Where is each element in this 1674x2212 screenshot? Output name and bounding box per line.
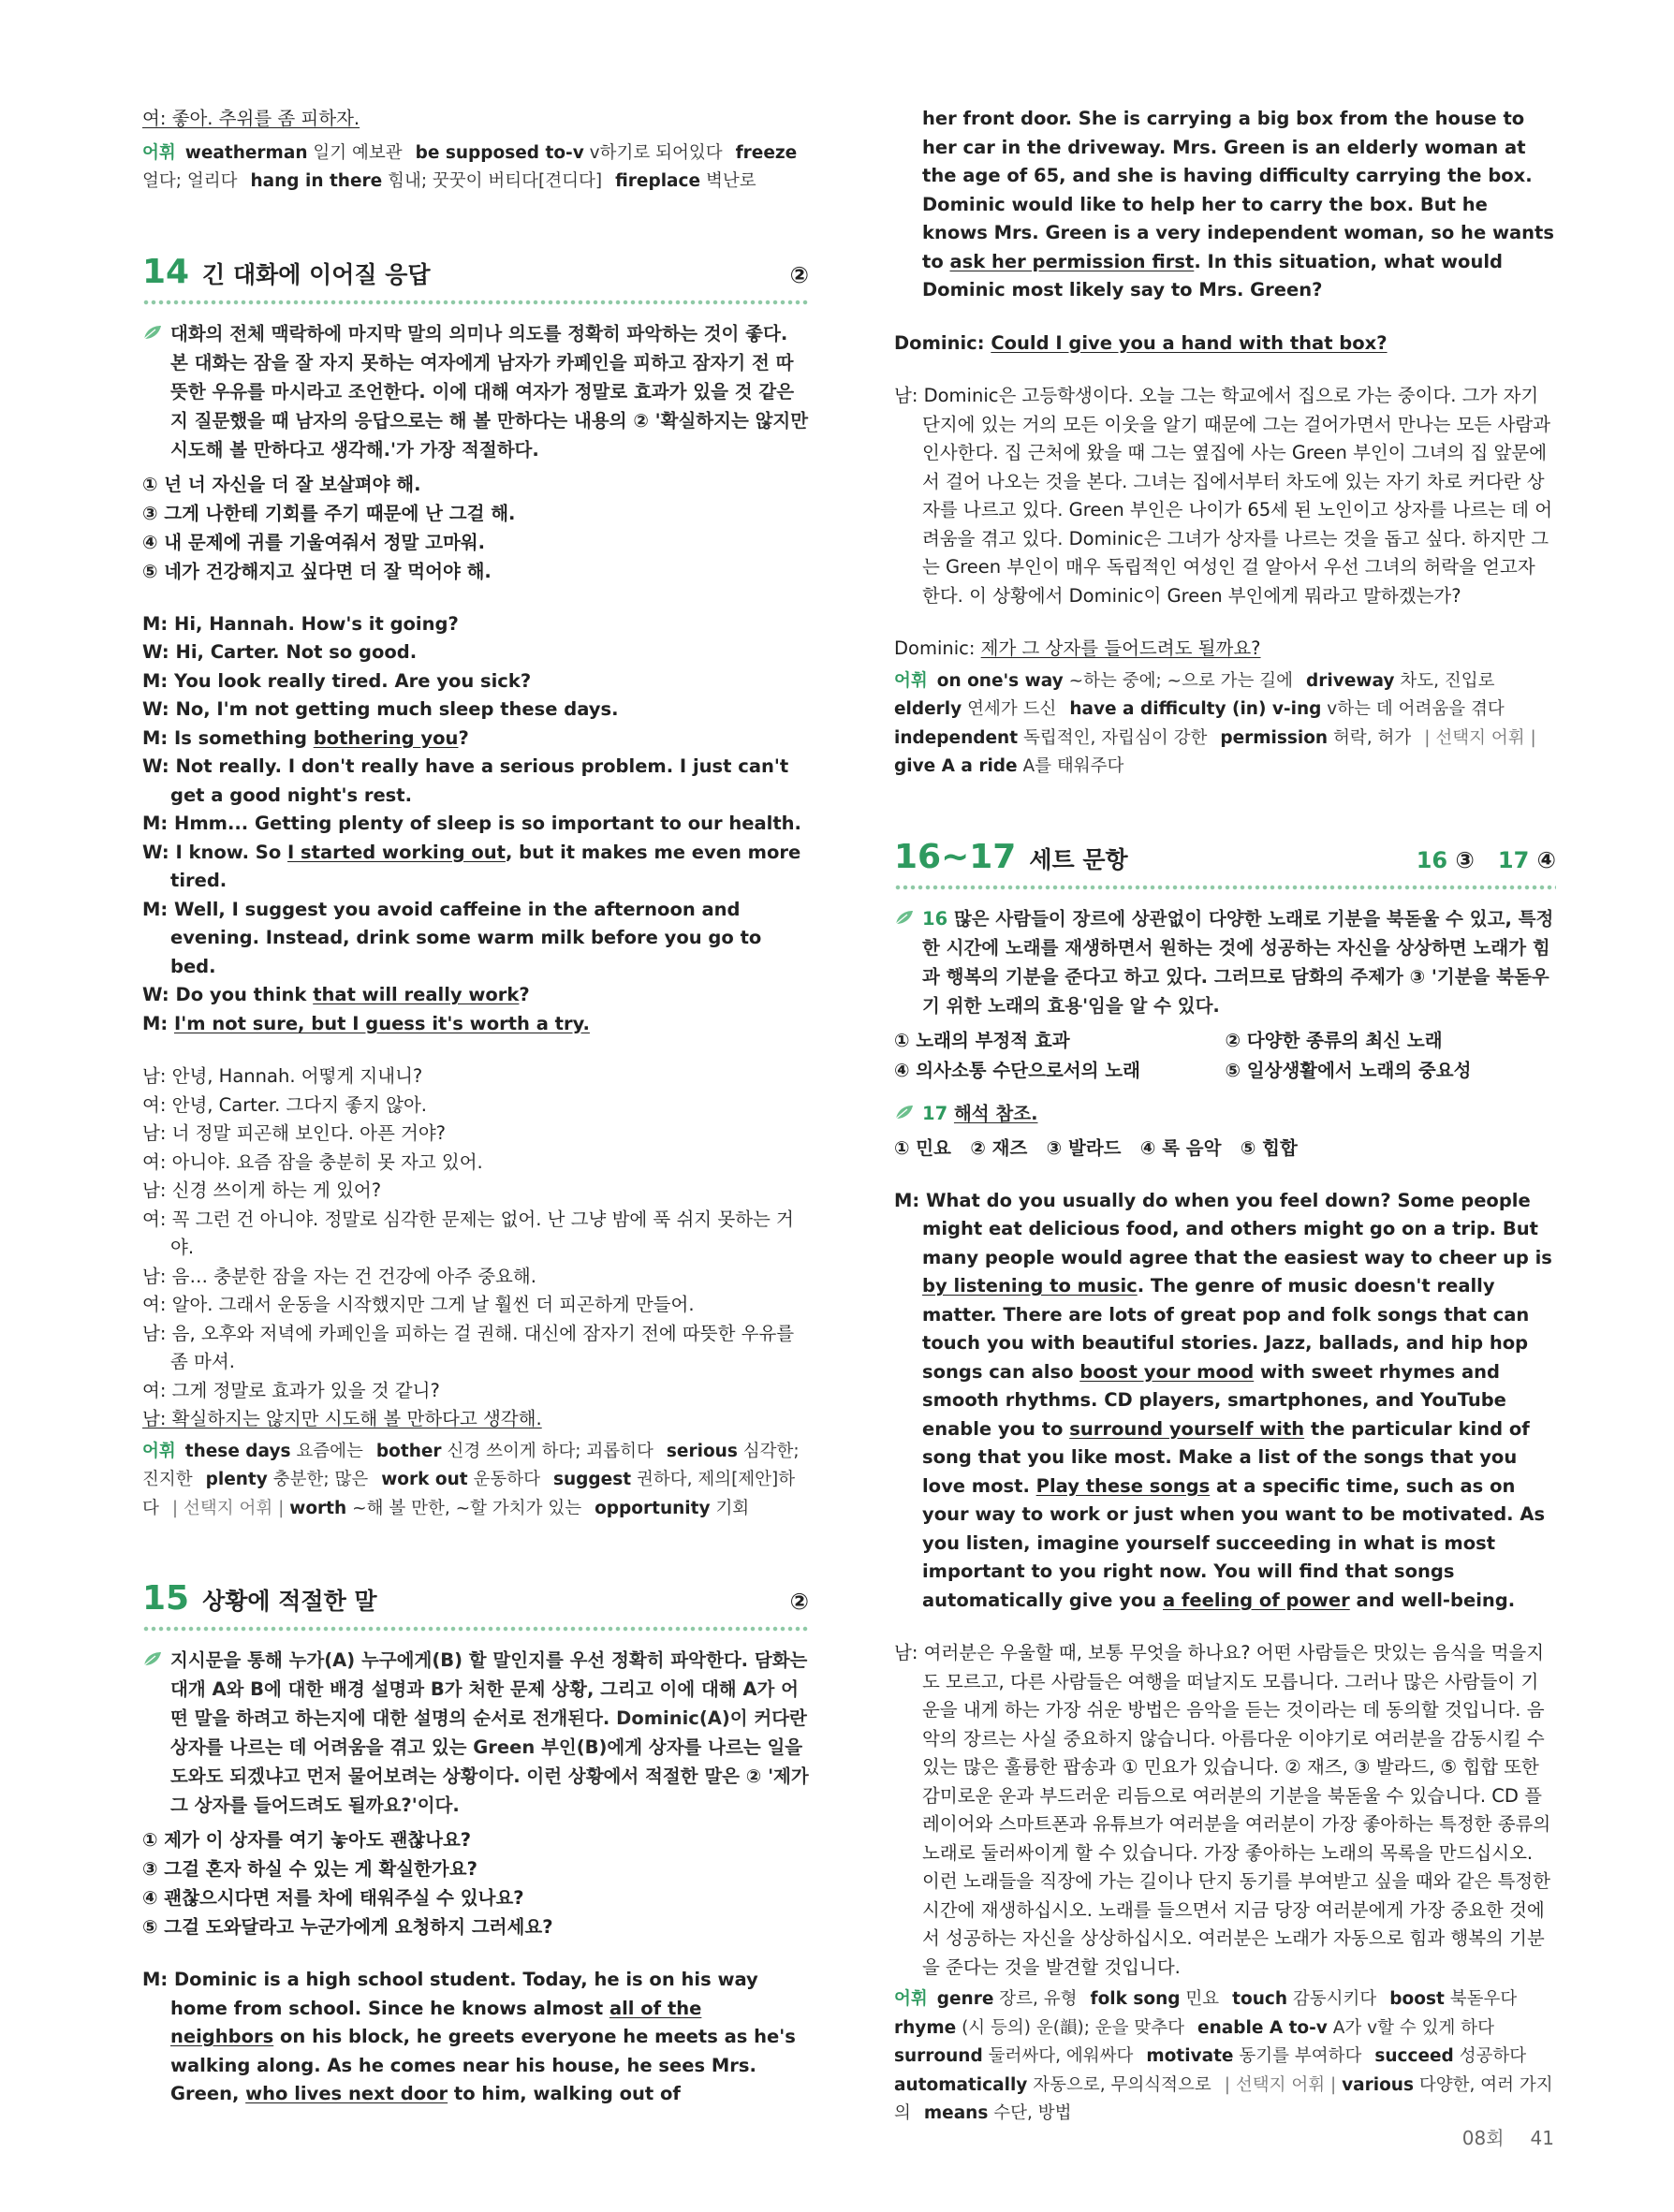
translation <box>894 382 1556 610</box>
vocab-term: be supposed to-v <box>415 142 584 163</box>
choice-item: ① 제가 이 상자를 여기 놓아도 괜찮나요? <box>142 1829 472 1851</box>
vocab-term: have a difficulty (in) v-ing <box>1069 699 1322 719</box>
dialogue-text: I know. So <box>175 841 288 863</box>
selection-vocab-tag: | 선택지 어휘 | <box>1224 2074 1337 2095</box>
choice-list <box>142 470 809 586</box>
translation-line: 여: 그게 정말로 효과가 있을 것 같니? <box>142 1379 440 1401</box>
explanation <box>142 319 809 464</box>
section-answer: ④ <box>1536 846 1556 873</box>
speaker-label: W: <box>142 698 169 720</box>
vocab-meaning: 연세가 드신 <box>967 699 1057 719</box>
dialogue-text: Not really. I don't really have a serious problem. I just can't get a good night's rest. <box>170 755 789 806</box>
choice-item: ② 다양한 종류의 최신 노래 <box>1225 1029 1443 1051</box>
dialogue-line <box>142 1010 809 1039</box>
selection-vocab-tag: | 선택지 어휘 | <box>1424 727 1536 748</box>
passage-underline: surround yourself with <box>1069 1417 1305 1440</box>
section-14 <box>142 253 809 1524</box>
speaker-label: M: <box>142 1012 169 1034</box>
speaker-label: W: <box>142 641 169 663</box>
vocab-term: fireplace <box>615 171 701 191</box>
dialogue-text: Is something <box>174 726 314 749</box>
speaker-label: M: <box>142 612 169 635</box>
vocab-meaning: 충분한; 많은 <box>272 1470 369 1489</box>
explanation-text: 대화의 전체 맥락하에 마지막 말의 의미나 의도를 정확히 파악하는 것이 좋다. 본 대화는 잠을 잘 자지 못하는 여자에게 남자가 카페인을 피하고 잠자기 전 따뜻한 우유를 마시라고 조언한다. 이에 대해 여자가 정말로 효과가 있을 것 같은지 질문했을 때 남자의 응답으로는 해 볼 만하다는 내용의 ② '확실하지는 않지만 시도해 볼 만하다고 생각해.'가 가장 적절하다. <box>170 322 809 461</box>
passage-underline: a feeling of power <box>1162 1589 1350 1611</box>
dialogue-underline: bothering you <box>313 726 459 749</box>
passage-text: . The genre of music doesn't really matter. There are lots of great pop and folk songs that can touch you with beautiful stories. Jazz, ballads, and hip hop songs can also <box>922 1275 1530 1383</box>
passage-underline: Play these songs <box>1035 1474 1211 1497</box>
passage-text: with sweet rhymes and smooth rhythms. CD players, smartphones, and YouTube enable you to <box>922 1360 1506 1440</box>
dialogue-line <box>142 896 809 982</box>
translation-line: 여: 꼭 그런 건 아니야. 정말로 심각한 문제는 없어. 난 그냥 밤에 푹 쉬지 못하는 거야. <box>142 1208 794 1258</box>
passage-text: to him, walking out of <box>448 2083 681 2104</box>
vocab-meaning: 권하다, 제의[제안]하다 <box>142 1470 796 1518</box>
translation-line: 남: 음, 오후와 저녁에 카페인을 피하는 걸 권해. 대신에 잠자기 전에 따뜻한 우유를 좀 마셔. <box>142 1322 795 1372</box>
right-column <box>894 105 1556 2129</box>
section-15 <box>142 1579 809 2109</box>
choice-list <box>142 1825 809 1941</box>
section-title: 세트 문항 <box>1029 845 1128 873</box>
vocab-meaning: 동기를 부여하다 <box>1239 2046 1362 2066</box>
vocab-block <box>894 667 1556 782</box>
section-16-17 <box>894 838 1556 2129</box>
section-15-header <box>142 1579 809 1625</box>
question-number: 16 <box>922 907 948 930</box>
passage-underline: by listening to music <box>922 1275 1138 1296</box>
dialogue-text: Well, I suggest you avoid caffeine in the afternoon and evening. Instead, drink some warm milk before you go to bed. <box>170 898 762 977</box>
dialogue-line <box>142 667 809 696</box>
vocab-meaning: 수단, 방법 <box>993 2103 1072 2123</box>
vocab-meaning: 민요 <box>1185 1989 1220 2009</box>
vocab-term: freeze <box>735 142 798 163</box>
question-number: 17 <box>922 1102 948 1124</box>
vocab-term: bother <box>375 1441 442 1461</box>
passage-text: the particular kind of song that you like most. Make a list of the songs that you love most. <box>922 1417 1530 1497</box>
choice-item: ⑤ 그걸 도와달라고 누군가에게 요청하지 그러세요? <box>142 1916 553 1938</box>
passage <box>894 1187 1556 1616</box>
vocab-meaning: (시 등의) 운(韻); 운을 맞추다 <box>962 2017 1185 2038</box>
choice-item: ⑤ 일상생활에서 노래의 중요성 <box>1225 1059 1472 1081</box>
passage-underline: all of the neighbors <box>170 1997 702 2047</box>
wavy-divider <box>894 884 1556 891</box>
vocab-term: serious <box>666 1441 738 1461</box>
vocab-meaning: 벽난로 <box>705 171 756 191</box>
explanation-17 <box>894 1099 1556 1128</box>
translation-line: 남: 안녕, Hannah. 어떻게 지내니? <box>142 1065 423 1087</box>
vocab-meaning: 북돋우다 <box>1449 1989 1518 2009</box>
leaf-icon <box>142 1650 163 1667</box>
vocab-term: independent <box>894 727 1019 748</box>
passage-text: her front door. She is carrying a big box from the house to her car in the driveway. Mrs. Green is an elderly woman at the age of 65, and she is having difficulty carrying the box. Dominic would like to help her to carry the box. But he knows Mrs. Green is a very independent woman, so he wants to <box>922 108 1554 272</box>
vocab-meaning: v하기로 되어있다 <box>589 142 723 163</box>
vocab-meaning: 차도, 진입로 <box>1400 670 1495 691</box>
section-number: 15 <box>142 1579 190 1618</box>
page-number: 41 <box>1530 2127 1554 2149</box>
leaf-icon <box>894 909 915 926</box>
left-column <box>142 105 809 2109</box>
vocab-meaning: 다양한, 여러 가지의 <box>894 2074 1553 2123</box>
translation-line: 여: 아니야. 요즘 잠을 충분히 못 자고 있어. <box>142 1150 483 1173</box>
speaker-label: M: <box>894 1189 920 1211</box>
dialogue-underline: that will really work <box>313 984 520 1005</box>
speaker-label: W: <box>142 984 169 1005</box>
vocab-meaning: 요즘에는 <box>296 1441 363 1461</box>
vocab-meaning: 일기 예보관 <box>313 142 403 163</box>
section-number: 16~17 <box>894 837 1017 876</box>
vocab-tag: 어휘 <box>142 142 176 163</box>
speaker-label: Dominic: <box>894 331 985 354</box>
selection-vocab-tag: | 선택지 어휘 | <box>171 1498 285 1518</box>
vocab-meaning: 독립적인, 자립심이 강한 <box>1022 727 1208 748</box>
choice-item: ④ 내 문제에 귀를 기울여줘서 정말 고마워. <box>142 531 486 553</box>
vocab-term: genre <box>936 1989 994 2009</box>
vocab-meaning: 장르, 유형 <box>999 1989 1078 2009</box>
vocab-term: rhyme <box>894 2017 957 2038</box>
choice-row: ① 민요 ② 재즈 ③ 발라드 ④ 록 음악 ⑤ 힙합 <box>894 1136 1298 1159</box>
section-16-17-header <box>894 838 1556 884</box>
vocab-term: various <box>1342 2074 1414 2095</box>
vocab-meaning: 얼다; 얼리다 <box>142 171 238 191</box>
dialogue-line <box>142 696 809 725</box>
passage <box>142 1966 809 2109</box>
choice-item: ③ 그게 나한테 기회를 주기 때문에 난 그걸 해. <box>142 502 516 524</box>
vocab-meaning: v하는 데 어려움을 겪다 <box>1327 699 1505 719</box>
vocab-tag: 어휘 <box>142 1441 176 1461</box>
speaker-label: M: <box>142 1969 169 1990</box>
vocab-meaning: A가 v할 수 있게 하다 <box>1332 2017 1494 2038</box>
choice-item: ④ 의사소통 수단으로서의 노래 <box>894 1059 1140 1081</box>
dialogue-text: Do you think <box>175 984 314 1005</box>
dialogue-text: Hi, Carter. Not so good. <box>175 641 418 663</box>
vocab-term: these days <box>184 1441 291 1461</box>
answer-sentence: Could I give you a hand with that box? <box>991 331 1388 354</box>
vocab-term: boost <box>1389 1989 1445 2009</box>
vocab-meaning: 심각한; 진지한 <box>142 1441 800 1489</box>
dialogue-text: ? <box>519 984 530 1005</box>
translation-line: 남: 음… 충분한 잠을 자는 건 건강에 아주 중요해. <box>142 1265 536 1287</box>
answer-line <box>894 330 1556 359</box>
dialogue-line <box>142 725 809 754</box>
dialogue-line <box>142 638 809 667</box>
dialogue-line <box>142 839 809 896</box>
leaf-icon <box>142 324 163 341</box>
speaker-label: M: <box>142 669 169 692</box>
answer-translation <box>894 635 1556 664</box>
section-number: 14 <box>142 252 190 291</box>
choice-item: ① 넌 너 자신을 더 잘 보살펴야 해. <box>142 473 421 495</box>
dialogue-text: , but it makes me even more tired. <box>170 841 801 891</box>
vocab-term: touch <box>1232 1989 1288 2009</box>
vocab-meaning: ~하는 중에; ~으로 가는 길에 <box>1068 670 1294 691</box>
choice-item: ① 노래의 부정적 효과 <box>894 1029 1070 1051</box>
vocab-term: give A a ride <box>894 756 1018 776</box>
choice-grid <box>894 1026 1556 1086</box>
dialogue-underline: I'm not sure, but I guess it's worth a try. <box>174 1012 590 1034</box>
vocab-term: elderly <box>894 699 962 719</box>
vocab-term: on one's way <box>936 670 1064 691</box>
dialogue-line <box>142 810 809 839</box>
explanation-text: 해석 참조. <box>953 1102 1038 1124</box>
passage-text: Dominic is a high school student. Today, he is on his way home from school. Since he knows almost <box>170 1969 758 2019</box>
vocab-meaning: 힘내; 꿋꿋이 버티다[견디다] <box>388 171 603 191</box>
explanation <box>142 1646 809 1820</box>
vocab-term: worth <box>289 1498 347 1518</box>
section-title: 긴 대화에 이어질 응답 <box>202 260 431 288</box>
section-title: 상황에 적절한 말 <box>202 1588 377 1615</box>
speaker-label: M: <box>142 813 169 834</box>
vocab-meaning: A를 태워주다 <box>1022 756 1124 776</box>
passage-underline: boost your mood <box>1079 1360 1255 1383</box>
dialogue-text: You look really tired. Are you sick? <box>174 669 532 692</box>
session-label: 08회 <box>1461 2127 1505 2149</box>
speaker-label: M: <box>142 898 169 920</box>
dialogue-text: ? <box>458 726 469 749</box>
vocab-term: plenty <box>205 1470 268 1489</box>
explanation-text: 지시문을 통해 누가(A) 누구에게(B) 할 말인지를 우선 정확히 파악한다. 담화는 대개 A와 B에 대한 배경 설명과 B가 처한 문제 상황, 그리고 이에 대해 A가 어떤 말을 하려고 하는지에 대한 설명의 순서로 전개된다. Dominic(A)이 커다란 상자를 나르는 데 어려움을 겪고 있는 Green 부인(B)에게 상자를 나르는 일을 도와도 되겠냐고 먼저 물어보려는 상황이다. 이런 상황에서 적절한 말은 ② '제가 그 상자를 들어드려도 될까요?'이다. <box>170 1649 809 1816</box>
passage-continued <box>894 105 1556 305</box>
vocab-term: motivate <box>1146 2046 1234 2066</box>
passage-text: What do you usually do when you feel down? Some people might eat delicious food, and others might go on a trip. But many people would agree that the easiest way to cheer up is <box>922 1189 1552 1268</box>
vocab-tag: 어휘 <box>894 670 928 691</box>
section-answer: ③ <box>1455 846 1475 873</box>
translation <box>894 1639 1556 1982</box>
passage-text: and well-being. <box>1349 1589 1516 1611</box>
explanation-16 <box>894 904 1556 1020</box>
dialogue-line <box>142 753 809 810</box>
vocab-meaning: 성공하다 <box>1459 2046 1527 2066</box>
answer-label: 17 <box>1497 846 1530 873</box>
vocab-term: automatically <box>894 2074 1028 2095</box>
section-14-header <box>142 253 809 299</box>
page-footer <box>1462 2123 1554 2150</box>
vocab-term: permission <box>1220 727 1329 748</box>
vocab-term: enable A to-v <box>1197 2017 1328 2038</box>
vocab-term: hang in there <box>250 171 383 191</box>
translation-line: 남: 신경 쓰이게 하는 게 있어? <box>142 1179 382 1201</box>
leaf-icon <box>894 1104 915 1121</box>
vocab-meaning: 기회 <box>715 1498 750 1518</box>
vocab-meaning: ~해 볼 만한, ~할 가치가 있는 <box>352 1498 582 1518</box>
vocab-term: work out <box>381 1470 468 1489</box>
passage-text: . In this situation, what would Dominic most likely say to Mrs. Green? <box>922 250 1503 300</box>
vocab-meaning: 운동하다 <box>473 1470 540 1489</box>
vocab-term: means <box>923 2103 989 2123</box>
dialogue <box>142 610 809 1039</box>
speaker-label: M: <box>142 726 169 749</box>
dialogue-text: No, I'm not getting much sleep these days. <box>175 698 619 720</box>
vocab-term: suggest <box>553 1470 632 1489</box>
dialogue-text: Hi, Hannah. How's it going? <box>174 612 459 635</box>
section-answer: ② <box>789 261 809 288</box>
speaker-label: W: <box>142 841 169 863</box>
answer-label: 16 <box>1416 846 1448 873</box>
vocab-block <box>894 1985 1556 2129</box>
vocab-meaning: 신경 쓰이게 하다; 괴롭히다 <box>447 1441 653 1461</box>
vocab-term: folk song <box>1090 1989 1181 2009</box>
wavy-divider <box>142 299 809 306</box>
section-answers <box>1417 847 1556 873</box>
dialogue-underline: I started working out <box>287 841 506 863</box>
speaker-label: W: <box>142 755 169 777</box>
choice-item: ④ 괜찮으시다면 저를 차에 태워주실 수 있나요? <box>142 1887 524 1909</box>
translation-paragraph: 남: Dominic은 고등학생이다. 오늘 그는 학교에서 집으로 가는 중이다. 그가 자기 단지에 있는 거의 모든 이웃을 알기 때문에 그는 걸어가면서 만나는 모든 사람과 인사한다. 집 근처에 왔을 때 그는 옆집에 사는 Green 부인이 그녀의 집 앞문에서 걸어 나오는 것을 본다. 그녀는 집에서부터 차도에 있는 자기 차로 커다란 상자를 나르고 있다. Green 부인은 나이가 65세 된 노인이고 상자를 나르는 데 어려움을 겪고 있다. Dominic은 그녀가 상자를 나르는 것을 돕고 싶다. 하지만 그는 Green 부인이 매우 독립적인 여성인 걸 알아서 우선 그녀의 허락을 얻고자 한다. 이 상황에서 Dominic이 Green 부인에게 뭐라고 말하겠는가? <box>894 385 1553 607</box>
vocab-meaning: 감동시키다 <box>1292 1989 1377 2009</box>
vocab-term: succeed <box>1374 2046 1454 2066</box>
passage-text: on his block, he greets everyone he meets as he's walking along. As he comes near his house, he sees Mrs. Green, <box>170 2026 796 2104</box>
wavy-divider <box>142 1625 809 1633</box>
dialogue-text: Hmm... Getting plenty of sleep is so important to our health. <box>174 813 801 834</box>
dialogue-line <box>142 610 809 639</box>
passage-paragraph <box>894 1187 1556 1616</box>
choice-item: ③ 그걸 혼자 하실 수 있는 게 확실한가요? <box>142 1858 477 1880</box>
answer-translation-text: 제가 그 상자를 들어드려도 될까요? <box>980 637 1261 659</box>
translation <box>142 1062 809 1434</box>
vocab-meaning: 자동으로, 무의식적으로 <box>1033 2074 1211 2095</box>
top-translation-line: 여: 좋아. 추위를 좀 피하자. <box>142 108 360 129</box>
section-answer: ② <box>789 1589 809 1615</box>
dialogue-line <box>142 981 809 1010</box>
choice-item: ⑤ 네가 건강해지고 싶다면 더 잘 먹어야 해. <box>142 560 492 582</box>
vocab-term: weatherman <box>184 142 308 163</box>
translation-line: 남: 너 정말 피곤해 보인다. 아픈 거야? <box>142 1122 447 1144</box>
passage-text: at a specific time, such as on your way to work or just when you want to be motivated. As you listen, imagine yourself succeeding in what is most important to you right now. You will find that songs automatically give you <box>922 1474 1546 1611</box>
translation-line: 남: 확실하지는 않지만 시도해 볼 만하다고 생각해. <box>142 1408 542 1429</box>
vocab-tag: 어휘 <box>894 1989 928 2009</box>
explanation-text: 많은 사람들이 장르에 상관없이 다양한 노래로 기분을 북돋울 수 있고, 특정한 시간에 노래를 재생하면서 원하는 것에 성공하는 자신을 상상하면 노래가 힘과 행복의 기분을 준다고 하고 있다. 그러므로 담화의 주제가 ③ '기분을 북돋우기 위한 노래의 효용'임을 알 수 있다. <box>922 907 1554 1017</box>
speaker-label: Dominic: <box>894 637 976 659</box>
vocab-block <box>142 1438 809 1524</box>
translation-line: 여: 알아. 그래서 운동을 시작했지만 그게 날 훨씬 더 피곤하게 만들어. <box>142 1294 695 1315</box>
vocab-term: opportunity <box>595 1498 711 1518</box>
translation-line: 여: 안녕, Carter. 그다지 좋지 않아. <box>142 1093 427 1116</box>
vocab-meaning: 둘러싸다, 에워싸다 <box>988 2046 1134 2066</box>
vocab-term: driveway <box>1306 670 1395 691</box>
passage-underline: who lives next door <box>245 2083 448 2104</box>
vocab-meaning: 허락, 허가 <box>1333 727 1412 748</box>
passage-underline: ask her permission first <box>949 250 1195 272</box>
translation-paragraph: 남: 여러분은 우울할 때, 보통 무엇을 하나요? 어떤 사람들은 맛있는 음식을 먹을지도 모르고, 다른 사람들은 여행을 떠날지도 모릅니다. 그러나 많은 사람들이 기운을 내게 하는 가장 쉬운 방법은 음악을 듣는 것이라는 데 동의할 것입니다. 음악의 장르는 사실 중요하지 않습니다. 아름다운 이야기로 여러분을 감동시킬 수 있는 많은 훌륭한 팝송과 ① 민요가 있습니다. ② 재즈, ③ 발라드, ⑤ 힙합 또한 감미로운 운과 부드러운 리듬으로 여러분의 기분을 북돋울 수 있습니다. CD 플레이어와 스마트폰과 유튜브가 여러분을 여러분이 가장 좋아하는 특정한 종류의 노래로 둘러싸이게 할 수 있습니다. 가장 좋아하는 노래의 목록을 만드십시오. 이런 노래들을 직장에 가는 길이나 단지 동기를 부여받고 싶을 때와 같은 특정한 시간에 재생하십시오. 노래를 들으면서 지금 당장 여러분에게 가장 중요한 것에서 성공하는 자신을 상상하십시오. 여러분은 노래가 자동으로 힘과 행복의 기분을 준다는 것을 발견할 것입니다. <box>894 1642 1551 1978</box>
vocab-term: surround <box>894 2046 983 2066</box>
top-vocab <box>142 139 809 197</box>
